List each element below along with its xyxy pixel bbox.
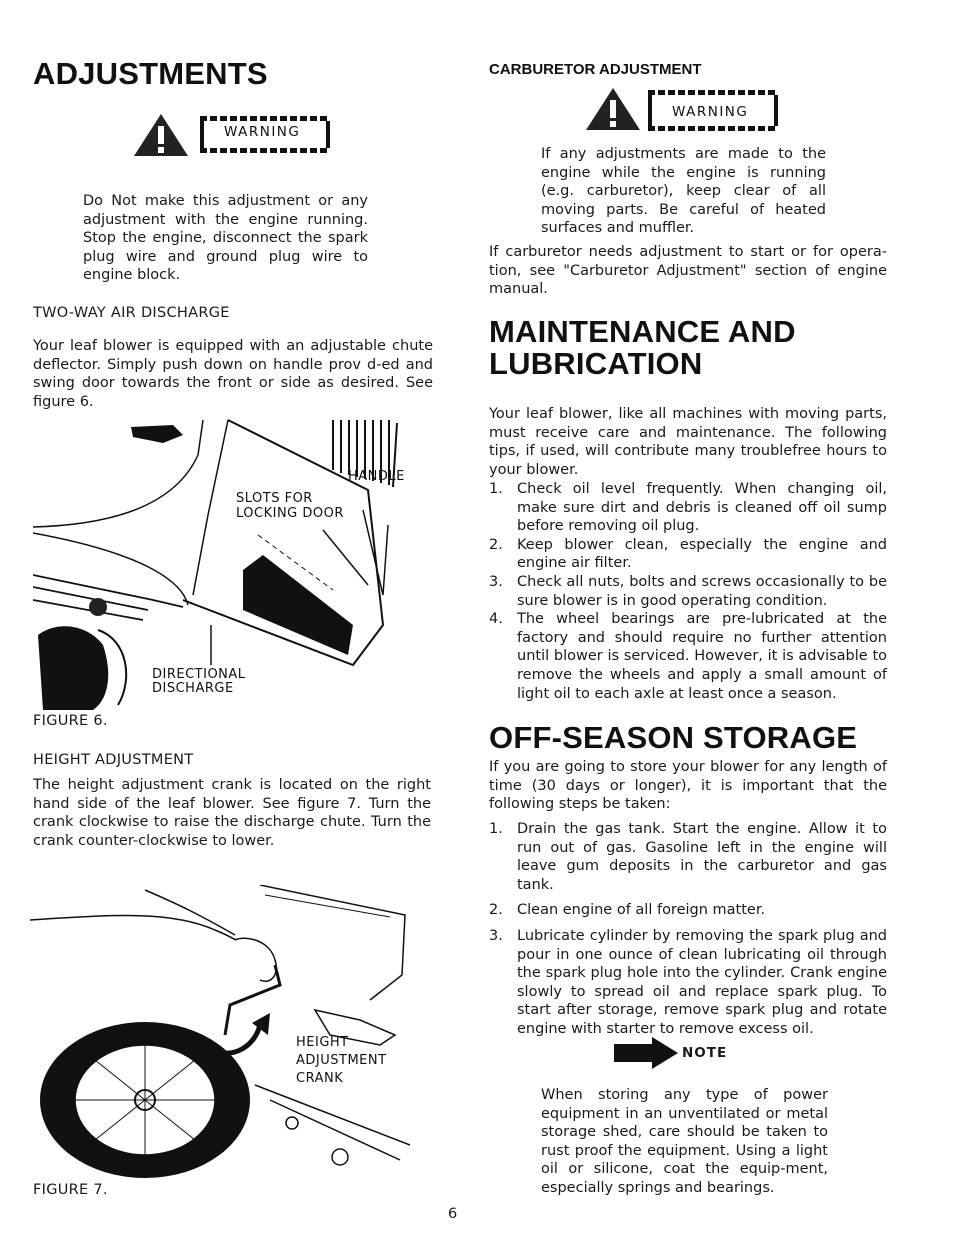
two-way-heading: TWO-WAY AIR DISCHARGE (33, 305, 230, 321)
maintenance-heading-line-1: MAINTENANCE AND (489, 314, 796, 349)
carburetor-heading: CARBURETOR ADJUSTMENT (489, 61, 702, 78)
list-item: 2. Clean engine of all foreign matter. (489, 902, 766, 919)
list-item: 1. Drain the gas tank. Start the engine. Allow it to run out of gas. Gasoline left in the engine will leave gum deposits in the carburetor and gas tank. (489, 821, 887, 893)
storage-intro: If you are going to store your blower for any length of time (30 days or longer), it is important that the following steps be taken: (489, 759, 887, 813)
storage-steps (489, 820, 887, 1039)
warning-triangle-icon (132, 112, 190, 158)
figure-6-directional-label-2: DISCHARGE (152, 681, 234, 696)
figure-7-label-3: CRANK (296, 1071, 344, 1086)
figure-6-directional-label-1: DIRECTIONAL (152, 667, 246, 682)
figure-6-slots-label-1: SLOTS FOR (236, 491, 313, 506)
adjustments-heading: ADJUSTMENTS (33, 56, 268, 91)
figure-7-caption: FIGURE 7. (33, 1182, 108, 1198)
height-text: The height adjustment crank is located on the right hand side of the leaf blower. See figure 7. Turn the crank clockwise to raise the discharge chute. Turn the crank counter-clockwise to lower. (33, 777, 431, 849)
list-item: 1. Check oil level frequently. When changing oil, make sure dirt and debris is cleaned off oil sump before removing oil plug. (489, 481, 887, 535)
height-heading: HEIGHT ADJUSTMENT (33, 752, 194, 768)
warning-text-left: Do Not make this adjustment or any adjustment with the engine running. Stop the engine, disconnect the spark plug wire and ground plug wire to engine block. (83, 193, 368, 284)
warning-label: WARNING (672, 104, 749, 120)
note-block (612, 1036, 727, 1070)
list-item: 4. The wheel bearings are pre-lubricated at the factory and should require no further attention until blower is serviced. However, it is advisable to remove the wheels and apply a small amount of light oil to each axle at least once a season. (489, 611, 887, 702)
figure-7-label-2: ADJUSTMENT (296, 1053, 387, 1068)
figure-6-slots-label-2: LOCKING DOOR (236, 506, 344, 521)
figure-6-illustration (33, 415, 423, 710)
note-label: NOTE (682, 1045, 728, 1061)
list-item: 3. Check all nuts, bolts and screws occasionally to be sure blower is in good operating condition. (489, 573, 887, 609)
note-arrow-icon (612, 1036, 680, 1070)
warning-label: WARNING (224, 124, 301, 140)
figure-7-label-1: HEIGHT (296, 1035, 349, 1050)
figure-6-caption: FIGURE 6. (33, 713, 108, 729)
list-item: 2. Keep blower clean, especially the engine and engine air filter. (489, 536, 887, 572)
storage-heading: OFF-SEASON STORAGE (489, 720, 858, 755)
carburetor-text: If carburetor needs adjustment to start or for opera-tion, see "Carburetor Adjustment" section of engine manual. (489, 244, 887, 298)
list-item: 3. Lubricate cylinder by removing the spark plug and pour in one ounce of clean lubricating oil through the spark plug hole into the cylinder. Crank engine slowly to spread oil and replace spark plug. To start after storage, remove spark plug and rotate engine with starter to remove excess oil. (489, 927, 887, 1037)
maintenance-intro: Your leaf blower, like all machines with moving parts, must receive care and maintenance. The following tips, if used, will contribute many troublefree hours to your blower. (489, 406, 887, 478)
two-way-text: Your leaf blower is equipped with an adjustable chute deflector. Simply push down on handle prov d-ed and swing door towards the front or side as desired. See figure 6. (33, 338, 433, 410)
maintenance-steps (489, 480, 887, 703)
warning-block-left (132, 112, 337, 158)
note-text: When storing any type of power equipment in an unventilated or metal storage shed, care should be taken to rust proof the equipment. Using a light oil or silicone, coat the equip-ment, especially springs and bearings. (541, 1087, 828, 1196)
warning-triangle-icon (584, 86, 642, 132)
warning-block-right (584, 86, 789, 132)
page-number: 6 (448, 1206, 458, 1222)
carburetor-warning-text: If any adjustments are made to the engine while the engine is running (e.g. carburetor), keep clear of all moving parts. Be careful of heated surfaces and muffler. (541, 146, 826, 237)
maintenance-heading-line-2: LUBRICATION (489, 346, 703, 381)
figure-6-handle-label: HANDLE (348, 469, 405, 484)
figure-7-illustration (30, 885, 415, 1180)
